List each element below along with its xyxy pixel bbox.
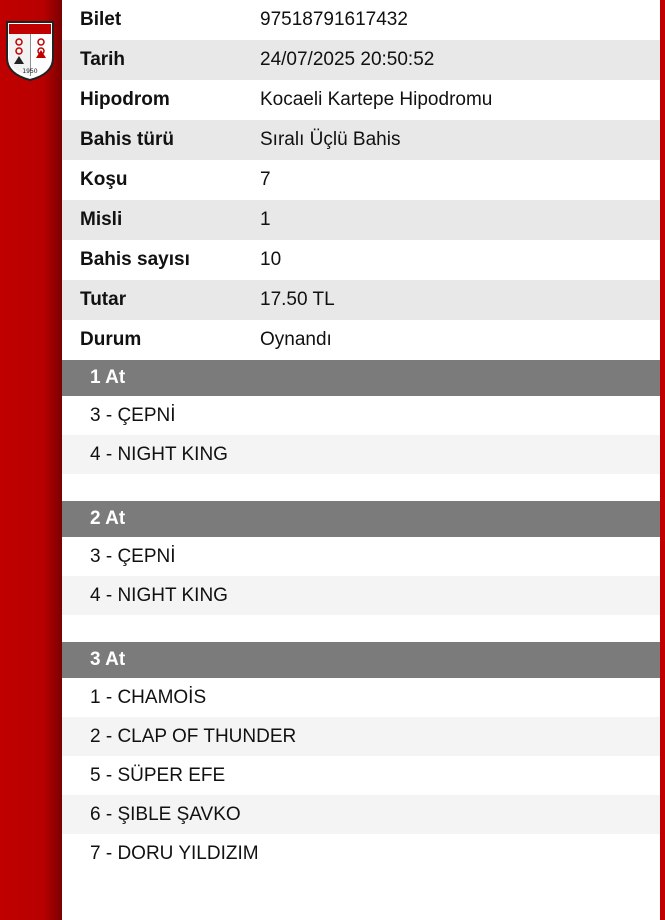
horse-item: 4 - NIGHT KING xyxy=(62,576,660,615)
logo-year: 1950 xyxy=(22,68,38,75)
ticket-row-label: Misli xyxy=(80,209,123,230)
horse-item: 2 - CLAP OF THUNDER xyxy=(62,717,660,756)
horse-item: 4 - NIGHT KING xyxy=(62,435,660,474)
section-gap xyxy=(62,615,660,642)
club-logo xyxy=(5,20,55,82)
ticket-row xyxy=(62,240,660,280)
ticket-row xyxy=(62,40,660,80)
horse-item: 3 - ÇEPNİ xyxy=(62,396,660,435)
section-header: 1 At xyxy=(62,360,660,396)
ticket-row xyxy=(62,0,660,40)
section-header: 3 At xyxy=(62,642,660,678)
ticket-row-value: 97518791617432 xyxy=(260,9,408,30)
ticket-row-value: 7 xyxy=(260,169,271,190)
horse-item: 7 - DORU YILDIZIM xyxy=(62,834,660,873)
ticket-row xyxy=(62,320,660,360)
ticket-row-value: Sıralı Üçlü Bahis xyxy=(260,129,401,150)
sidebar xyxy=(0,0,62,920)
ticket-row-value: 24/07/2025 20:50:52 xyxy=(260,49,435,70)
ticket-row-value: 1 xyxy=(260,209,271,230)
ticket-info-table xyxy=(62,0,660,360)
selections-list xyxy=(62,360,660,873)
horse-item: 5 - SÜPER EFE xyxy=(62,756,660,795)
ticket-row-label: Tarih xyxy=(80,49,126,70)
ticket-row-value: Kocaeli Kartepe Hipodromu xyxy=(260,89,493,110)
ticket-detail xyxy=(62,0,660,920)
ticket-row xyxy=(62,280,660,320)
ticket-row xyxy=(62,120,660,160)
horse-item: 3 - ÇEPNİ xyxy=(62,537,660,576)
ticket-row-value: 17.50 TL xyxy=(260,289,335,310)
horse-item: 1 - CHAMOİS xyxy=(62,678,660,717)
horse-item: 6 - ŞIBLE ŞAVKO xyxy=(62,795,660,834)
ticket-row xyxy=(62,80,660,120)
ticket-row-label: Koşu xyxy=(80,169,128,190)
ticket-row-label: Bahis türü xyxy=(80,129,174,150)
section-gap xyxy=(62,474,660,501)
ticket-row-value: 10 xyxy=(260,249,282,270)
ticket-row-value: Oynandı xyxy=(260,329,332,350)
right-border xyxy=(660,0,665,920)
section-header: 2 At xyxy=(62,501,660,537)
ticket-row-label: Durum xyxy=(80,329,142,350)
ticket-row-label: Tutar xyxy=(80,289,127,310)
ticket-row xyxy=(62,200,660,240)
ticket-row xyxy=(62,160,660,200)
ticket-row-label: Hipodrom xyxy=(80,89,170,110)
ticket-row-label: Bahis sayısı xyxy=(80,249,190,270)
ticket-row-label: Bilet xyxy=(80,9,122,30)
